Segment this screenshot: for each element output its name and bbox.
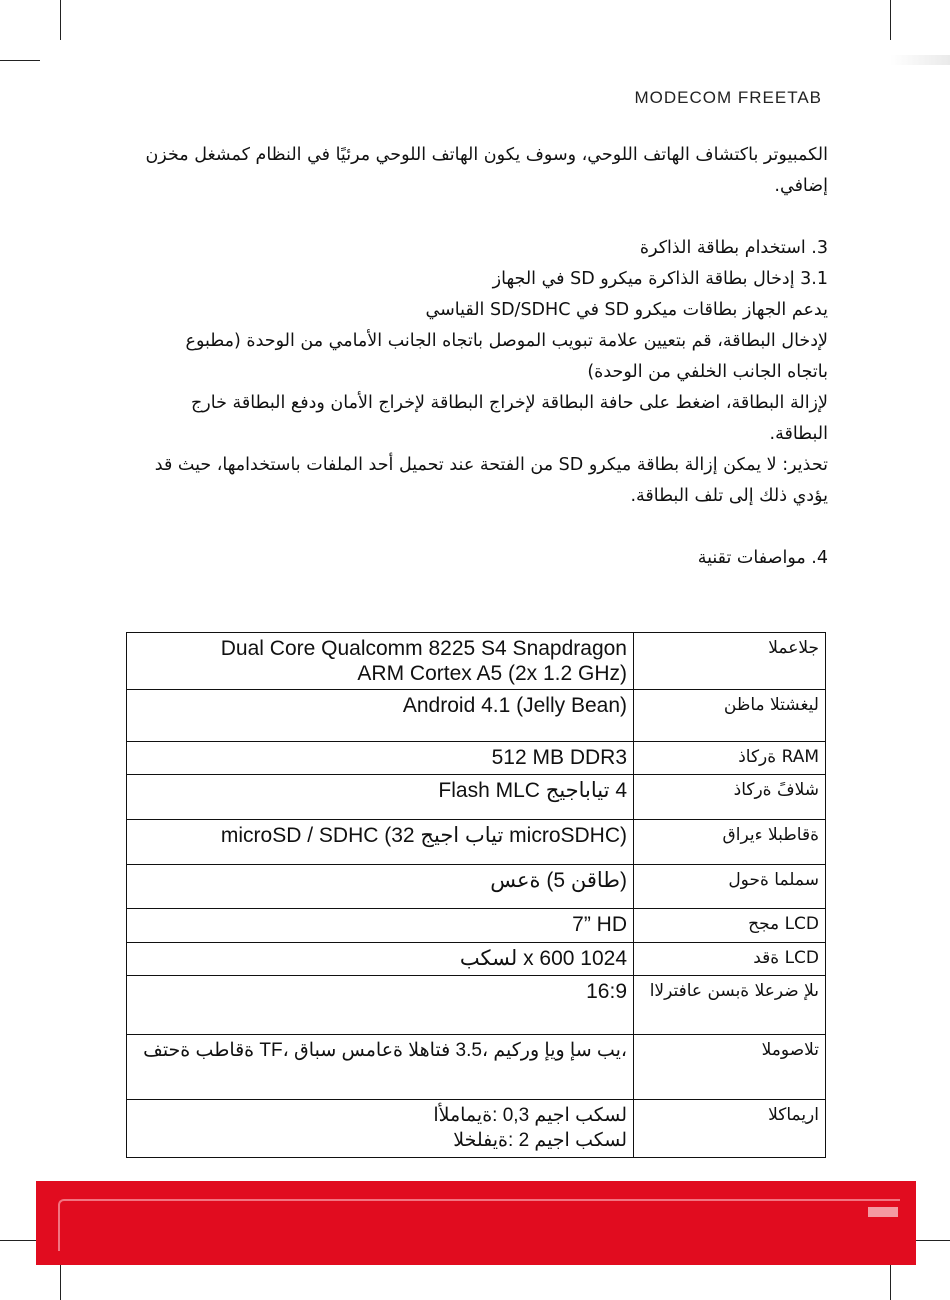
table-row xyxy=(127,943,826,976)
spec-value xyxy=(127,1100,634,1158)
spec-value: 7” HD xyxy=(127,909,634,943)
paragraph-line: يدعم الجهاز بطاقات ميكرو SD في SD/SDHC القياسي xyxy=(425,300,828,320)
spec-label: RAM ةركاذ xyxy=(634,742,826,775)
spec-label: جلاعملا xyxy=(634,633,826,690)
table-row xyxy=(127,775,826,820)
crop-mark xyxy=(60,0,61,40)
edge-shade xyxy=(890,55,950,65)
spec-value: 4 تيابا‌جيج Flash MLC xyxy=(127,775,634,820)
footer-accent-line xyxy=(58,1199,900,1251)
spec-value-line: لسكب اجيم 0,3 :ةيماملأا xyxy=(433,1105,627,1126)
crop-mark xyxy=(890,1262,891,1300)
warning-line: يؤدي ذلك إلى تلف البطاقة. xyxy=(630,486,828,506)
crop-mark xyxy=(60,1262,61,1300)
section-heading: 3. استخدام بطاقة الذاكرة xyxy=(639,238,828,258)
table-row xyxy=(127,976,826,1035)
paragraph-line: البطاقة. xyxy=(769,424,828,444)
footer-page-tab xyxy=(868,1207,898,1217)
table-row xyxy=(127,865,826,909)
paragraph-line: إضافي. xyxy=(774,176,828,196)
spec-label: LCD ةقد xyxy=(634,943,826,976)
table-row xyxy=(127,742,826,775)
spec-value: Android 4.1 (Jelly Bean) xyxy=(127,690,634,742)
spec-value: (طاقن 5) ةعس xyxy=(127,865,634,909)
paragraph-line: الكمبيوتر باكتشاف الهاتف اللوحي، وسوف يكون الهاتف اللوحي مرئيًا في النظام كمشغل مخزن xyxy=(145,145,828,165)
table-row xyxy=(127,1035,826,1100)
spec-value: 1024 x 600 لسكب xyxy=(127,943,634,976)
manual-body xyxy=(138,140,828,574)
section-heading: 3.1 إدخال بطاقة الذاكرة ميكرو SD في الجهاز xyxy=(492,269,828,289)
spec-label: ىلإ ضرعلا ةبسن عافترلاا xyxy=(634,976,826,1035)
crop-mark xyxy=(0,60,40,61)
spec-label: شلافً ةركاذ xyxy=(634,775,826,820)
crop-mark xyxy=(910,1240,950,1241)
crop-mark xyxy=(0,1240,40,1241)
spec-value: 512 MB DDR3 xyxy=(127,742,634,775)
table-row xyxy=(127,690,826,742)
paragraph-line: باتجاه الجانب الخلفي من الوحدة) xyxy=(587,362,828,382)
spec-label: اريماكلا xyxy=(634,1100,826,1158)
paragraph-line: لإدخال البطاقة، قم بتعيين علامة تبويب الموصل باتجاه الجانب الأمامي من الوحدة (مطبوع xyxy=(185,331,828,351)
table-row xyxy=(127,820,826,865)
spec-label: ليغشتلا ماظن xyxy=(634,690,826,742)
spec-value-line: Dual Core Qualcomm 8225 S4 Snapdragon xyxy=(220,637,627,660)
spec-label: تلاصوملا xyxy=(634,1035,826,1100)
crop-mark xyxy=(890,0,891,40)
warning-line: تحذير: لا يمكن إزالة بطاقة ميكرو SD من الفتحة عند تحميل أحد الملفات باستخدامها، حيث قد xyxy=(154,455,828,475)
spec-table xyxy=(126,632,826,1158)
footer-band xyxy=(36,1181,916,1265)
section-heading: 4. مواصفات تقنية xyxy=(697,548,828,568)
table-row xyxy=(127,633,826,690)
spec-value xyxy=(127,633,634,690)
spec-value: ،يب سإ ويإ وركيم ،3.5 فتاهلا ةعامس سباق ،TF ةقاطب ةحتف xyxy=(127,1035,634,1100)
spec-label: ةقاطبلا ءيراق xyxy=(634,820,826,865)
spec-label: سملما ةحول xyxy=(634,865,826,909)
spec-value: 16:9 xyxy=(127,976,634,1035)
page-header-brand: MODECOM FREETAB xyxy=(634,88,822,107)
spec-value-line: ARM Cortex A5 (2x 1.2 GHz) xyxy=(357,662,627,685)
table-row xyxy=(127,909,826,943)
paragraph-line: لإزالة البطاقة، اضغط على حافة البطاقة لإخراج البطاقة لإخراج الأمان ودفع البطاقة خارج xyxy=(191,393,828,413)
spec-label: LCD مجح xyxy=(634,909,826,943)
spec-value-line: لسكب اجيم 2 :ةيفلخلا xyxy=(453,1130,627,1151)
table-row xyxy=(127,1100,826,1158)
spec-value: microSD / SDHC (32 تياب اجيج microSDHC) xyxy=(127,820,634,865)
